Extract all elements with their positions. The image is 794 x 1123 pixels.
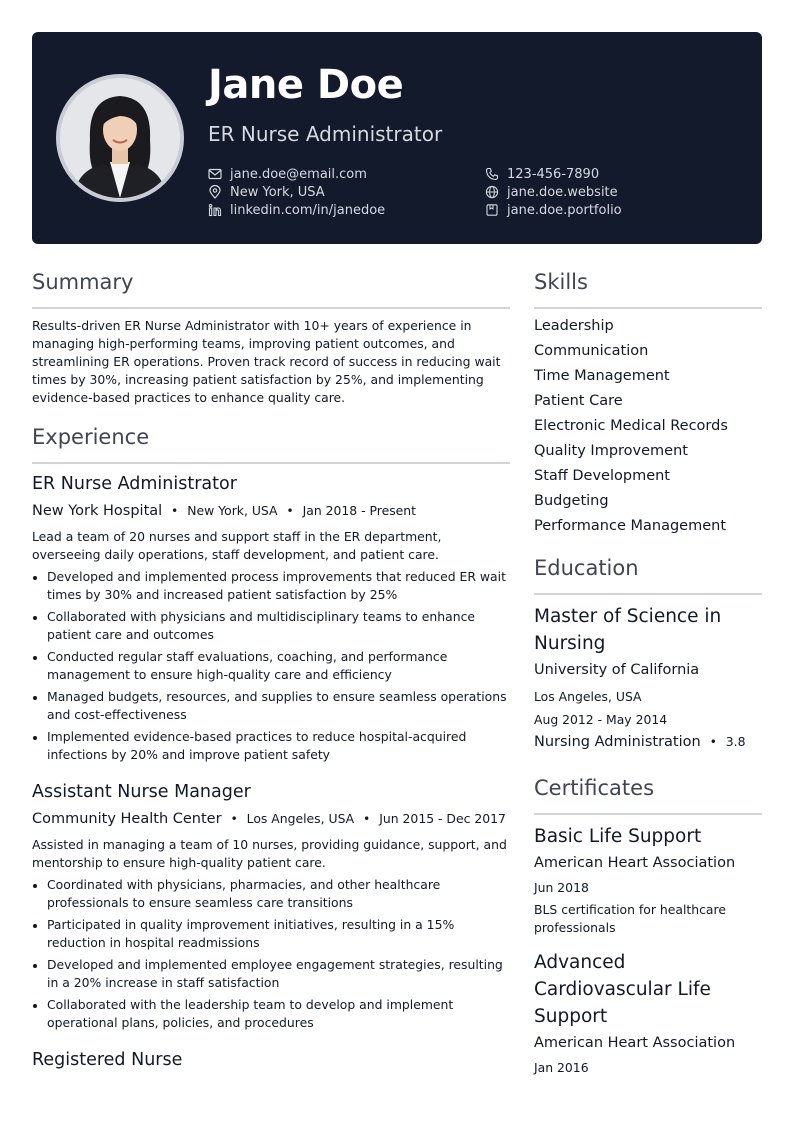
education-field-row: [534, 734, 745, 750]
list-item-text: Implemented evidence-based practices to reduce hospital-acquired infections by 20% and improve patient safety: [47, 729, 467, 762]
contact-linkedin-text: linkedin.com/in/janedoe: [230, 202, 386, 218]
globe-icon: [485, 185, 499, 199]
contact-linkedin[interactable]: [208, 201, 385, 219]
separator-dot: •: [171, 504, 179, 518]
job-location: Los Angeles, USA: [246, 811, 355, 826]
linkedin-icon: [208, 203, 222, 217]
list-item: [32, 956, 510, 992]
location-pin-icon: [208, 185, 222, 199]
portfolio-icon: [485, 203, 499, 217]
experience-divider: [32, 462, 510, 464]
list-item: [32, 688, 510, 724]
skill-item: Time Management: [534, 368, 670, 384]
list-item-text: Developed and implemented employee engagement strategies, resulting in a 20% increase in staff satisfaction: [47, 957, 503, 990]
certificate-issuer: American Heart Association: [534, 855, 736, 871]
bullet-dot: [33, 576, 37, 580]
contact-website-text: jane.doe.website: [507, 184, 618, 200]
separator-dot: •: [709, 735, 717, 749]
contact-website[interactable]: [485, 183, 618, 201]
list-item: [32, 648, 510, 684]
list-item-text: Conducted regular staff evaluations, coaching, and performance management to ensure high-quality care and efficiency: [47, 649, 448, 682]
education-degree: Master of Science in Nursing: [534, 606, 722, 654]
education-dates: Aug 2012 - May 2014: [534, 712, 668, 727]
bullet-dot: [33, 884, 37, 888]
certificate-description: BLS certification for healthcare professionals: [534, 902, 726, 935]
skill-item: Staff Development: [534, 468, 670, 484]
list-item: [32, 996, 510, 1032]
education-divider: [534, 593, 762, 595]
list-item-text: Collaborated with the leadership team to develop and implement operational plans, policies, and procedures: [47, 997, 454, 1030]
job-meta: [32, 811, 506, 827]
list-item: [32, 916, 510, 952]
job-organization: Community Health Center: [32, 811, 222, 827]
skill-item: Communication: [534, 343, 649, 359]
mail-icon: [208, 167, 222, 181]
list-item-text: Collaborated with physicians and multidisciplinary teams to enhance patient care and outcomes: [47, 609, 476, 642]
job-location: New York, USA: [187, 503, 278, 518]
education-gpa: 3.8: [725, 734, 746, 749]
contact-phone[interactable]: [485, 165, 599, 183]
summary-text: Results-driven ER Nurse Administrator with 10+ years of experience in managing high-performing teams, improving patient outcomes, and streamlining ER operations. Proven track record of success in reducing wait times by 30%, increasing patient satisfaction by 25%, and implementing evidence-based practices to enhance quality care.: [32, 318, 501, 405]
job-dates: Jan 2018 - Present: [302, 503, 417, 518]
list-item: [32, 728, 510, 764]
candidate-name: Jane Doe: [208, 62, 404, 108]
job-bullet-list: [32, 568, 510, 768]
job-title: ER Nurse Administrator: [32, 474, 237, 494]
contact-location-text: New York, USA: [230, 184, 325, 200]
bullet-dot: [33, 616, 37, 620]
bullet-dot: [33, 924, 37, 928]
list-item-text: Coordinated with physicians, pharmacies, and other healthcare professionals to ensure seamless care transitions: [47, 877, 441, 910]
separator-dot: •: [230, 812, 238, 826]
job-title: Assistant Nurse Manager: [32, 782, 251, 802]
bullet-dot: [33, 964, 37, 968]
list-item-text: Participated in quality improvement initiatives, resulting in a 15% reduction in hospital readmissions: [47, 917, 455, 950]
education-field: Nursing Administration: [534, 734, 701, 750]
certificates-divider: [534, 813, 762, 815]
contact-email[interactable]: [208, 165, 367, 183]
skill-item: Budgeting: [534, 493, 609, 509]
skill-item: Electronic Medical Records: [534, 418, 728, 434]
job-bullet-list: [32, 876, 510, 1036]
bullet-dot: [33, 736, 37, 740]
education-location: Los Angeles, USA: [534, 689, 642, 704]
skills-divider: [534, 307, 762, 309]
certificate-name: Advanced Cardiovascular Life Support: [534, 952, 711, 1027]
skill-item: Performance Management: [534, 518, 727, 534]
contact-portfolio[interactable]: [485, 201, 622, 219]
certificate-date: Jun 2018: [534, 880, 589, 895]
bullet-dot: [33, 696, 37, 700]
separator-dot: •: [286, 504, 294, 518]
job-description: Assisted in managing a team of 10 nurses, providing guidance, support, and mentorship to ensure high-quality patient care.: [32, 837, 507, 870]
job-title: Registered Nurse: [32, 1050, 183, 1070]
bullet-dot: [33, 656, 37, 660]
experience-heading: Experience: [32, 425, 150, 449]
separator-dot: •: [363, 812, 371, 826]
list-item-text: Managed budgets, resources, and supplies to ensure seamless operations and cost-effectiveness: [47, 689, 507, 722]
job-description: Lead a team of 20 nurses and support staff in the ER department, overseeing daily operations, staff development, and patient care.: [32, 529, 442, 562]
phone-icon: [485, 167, 499, 181]
job-organization: New York Hospital: [32, 503, 163, 519]
contact-location: [208, 183, 325, 201]
bullet-dot: [33, 1004, 37, 1008]
list-item: [32, 568, 510, 604]
candidate-role: ER Nurse Administrator: [208, 122, 443, 146]
profile-photo-illustration: [60, 78, 180, 198]
skill-item: Leadership: [534, 318, 614, 334]
resume-header: [32, 32, 762, 244]
certificates-heading: Certificates: [534, 776, 655, 800]
profile-photo: [56, 74, 184, 202]
contact-phone-text: 123-456-7890: [507, 166, 600, 182]
education-heading: Education: [534, 556, 639, 580]
certificate-date: Jan 2016: [534, 1060, 589, 1075]
skill-item: Quality Improvement: [534, 443, 688, 459]
list-item-text: Developed and implemented process improvements that reduced ER wait times by 30% and increased patient satisfaction by 25%: [47, 569, 506, 602]
certificate-name: Basic Life Support: [534, 826, 702, 847]
contact-portfolio-text: jane.doe.portfolio: [507, 202, 622, 218]
education-school: University of California: [534, 662, 700, 678]
job-meta: [32, 503, 416, 519]
skills-heading: Skills: [534, 270, 588, 294]
summary-heading: Summary: [32, 270, 134, 294]
summary-divider: [32, 307, 510, 309]
certificate-issuer: American Heart Association: [534, 1035, 736, 1051]
job-dates: Jun 2015 - Dec 2017: [379, 811, 506, 826]
list-item: [32, 876, 510, 912]
list-item: [32, 608, 510, 644]
contact-email-text: jane.doe@email.com: [230, 166, 367, 182]
skill-item: Patient Care: [534, 393, 623, 409]
